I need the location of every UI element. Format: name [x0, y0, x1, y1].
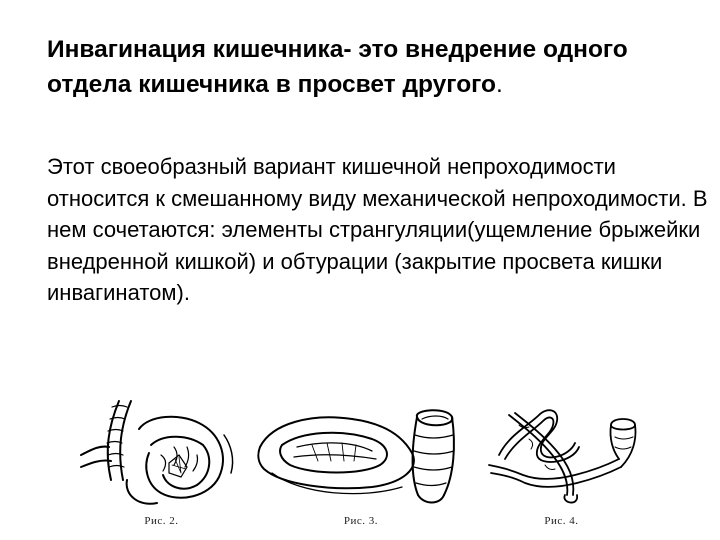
- slide-body-text: Этот своеобразный вариант кишечной непроходимости относится к смешанному виду механической непроходимости. В нем сочетаются: элементы странгуляции(ущемление брыжейки внедренной кишкой) и обтурации (закрытие просвета кишки инвагинатом).: [47, 154, 708, 305]
- figure-2: [79, 395, 244, 530]
- figure-3: [252, 395, 470, 530]
- figure-4: [479, 395, 644, 530]
- slide-heading: [47, 32, 707, 102]
- invaginated-bowel-section-illustration: [252, 395, 470, 513]
- figure-4-caption: Рис. 4.: [544, 515, 579, 527]
- intestine-loops-illustration: [79, 395, 244, 513]
- figure-3-caption: Рис. 3.: [343, 515, 379, 527]
- heading-main: Инвагинация кишечника- это внедрение одного отдела кишечника в просвет другого: [47, 36, 628, 98]
- heading-tail: .: [496, 71, 503, 98]
- figure-2-caption: Рис. 2.: [144, 515, 179, 527]
- twisted-intestine-illustration: [479, 395, 644, 513]
